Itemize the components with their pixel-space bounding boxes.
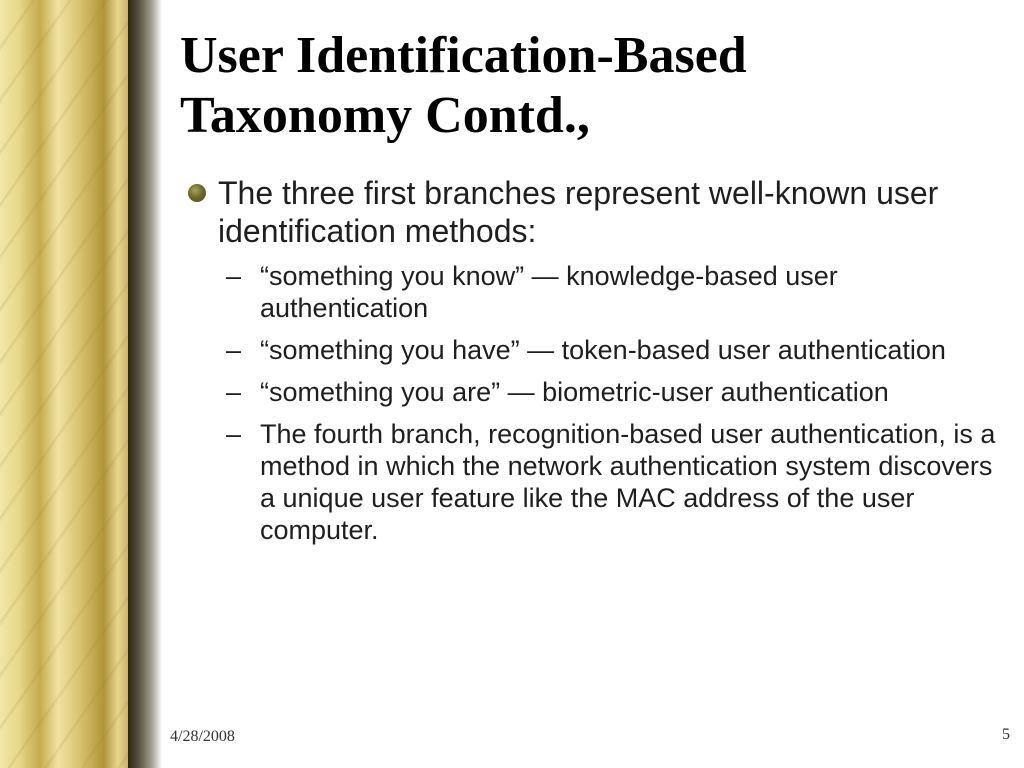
sub-bullet-text: “something you are” — biometric-user authentication	[260, 377, 889, 407]
sub-bullet	[226, 418, 998, 546]
dash-icon: –	[226, 335, 242, 365]
page-number: 5	[1002, 726, 1010, 743]
sub-bullet-text: “something you have” — token-based user authentication	[260, 335, 946, 365]
bullet-dot-icon	[188, 184, 206, 202]
sub-bullet	[226, 334, 998, 366]
main-bullet-text: The three first branches represent well-known user identification methods:	[218, 175, 939, 249]
dash-icon: –	[226, 377, 242, 407]
footer-date: 4/28/2008	[170, 728, 235, 745]
sub-bullet	[226, 260, 998, 324]
sub-bullet-list	[226, 260, 998, 546]
sub-bullet-text: “something you know” — knowledge-based user authentication	[260, 261, 838, 323]
decorative-shadow	[128, 0, 162, 768]
dash-icon: –	[226, 261, 242, 291]
sub-bullet-text: The fourth branch, recognition-based user authentication, is a method in which the network authentication system discovers a unique user feature like the MAC address of the user computer.	[260, 419, 996, 545]
decorative-gold-bar	[0, 0, 128, 768]
slide-content	[188, 174, 998, 556]
dash-icon: –	[226, 419, 242, 449]
main-bullet	[188, 174, 998, 250]
sub-bullet	[226, 376, 998, 408]
slide-title: User Identification-Based Taxonomy Contd.,	[180, 27, 747, 144]
